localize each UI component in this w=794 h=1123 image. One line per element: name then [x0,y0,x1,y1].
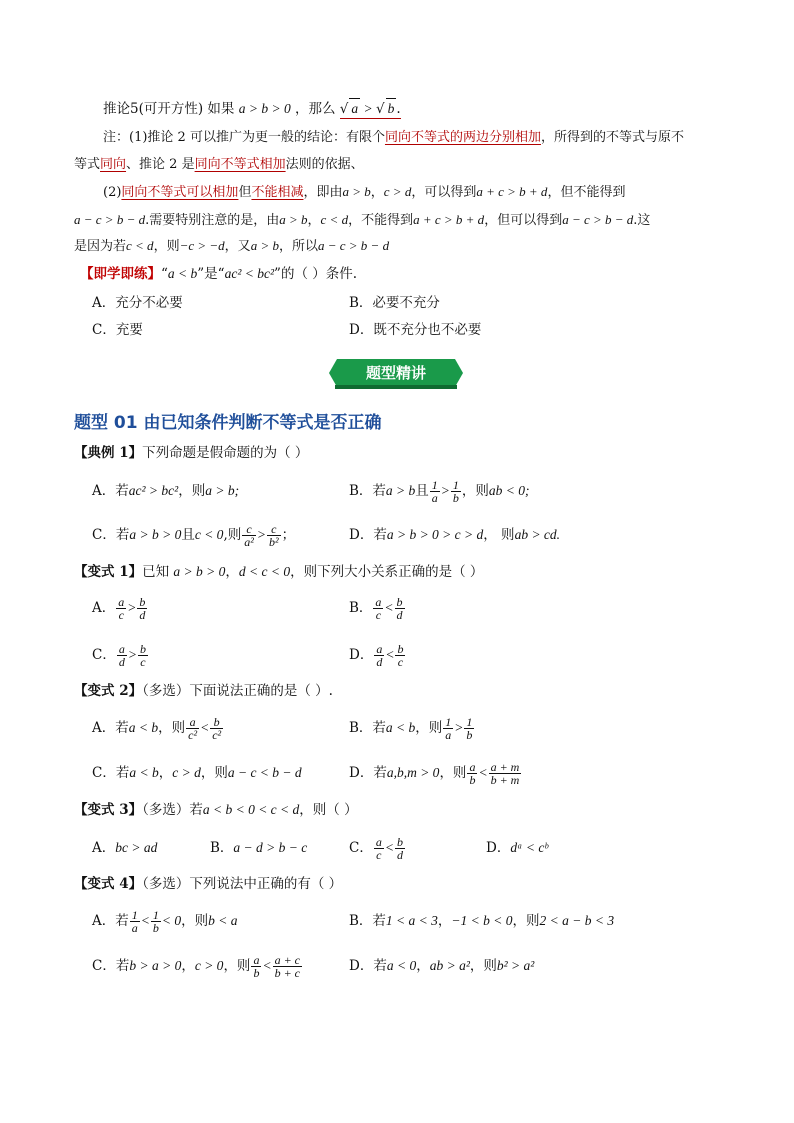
fraction [443,716,453,741]
opt-math: bc > ad [115,840,158,855]
note1-line2 [74,155,364,175]
frac-den: b² [268,535,279,549]
banner-label: 题型精讲 [365,364,426,382]
note2-math: a − c > b − d [317,238,390,253]
example1-option-d [349,525,560,545]
frac-den: a [431,491,438,505]
opt-text: B．若 [349,483,386,499]
variant4-option-d [349,956,534,976]
note1-red2: 同向 [100,157,127,172]
fraction [374,643,384,668]
frac-num: 1 [131,908,138,922]
note2-math: a + c > b + d [476,184,548,199]
frac-den: c [397,655,404,669]
frac-num: a [118,642,125,656]
note2-line3 [74,236,389,257]
opt-math: a < b [129,765,159,780]
opt-text: C． [92,647,116,663]
opt-text: ，则 [223,958,251,974]
sqrt-symbol-b: √ [376,101,385,117]
frac-num: b [396,835,403,849]
opt-text: ，则 [181,913,209,929]
stem-text: （多选）下列说法中正确的有（ ） [142,876,343,892]
variant1-option-c [92,637,149,673]
variant2-option-c [92,763,302,783]
note1-text5: 法则的依据、 [285,157,364,172]
frac-num: a [376,642,383,656]
opt-math: c > d [172,765,201,780]
opt-math: 2 < a − b < 3 [539,913,615,928]
stem-math: a > b > 0 [173,564,226,579]
fraction [451,479,461,504]
frac-num: b [139,595,146,609]
note2-math: a > b [250,238,279,253]
fraction [395,596,405,621]
fraction [186,716,199,741]
note2-text: .需要特别注意的是，由 [145,213,280,228]
frac-num: a [253,953,260,967]
note2-text: (2) [103,185,122,200]
stem-text: 已知 [142,564,174,580]
variant2-tag: 【变式 2】 [74,683,143,699]
opt-math: > [440,483,450,498]
practice-text: “ [161,266,168,282]
frac-den: a² [244,535,254,549]
variant2-option-b [349,710,475,746]
fraction [464,716,474,741]
opt-text: C．若 [92,765,130,781]
opt-math: b² > a² [496,958,535,973]
theorem5-lead: 推论5(可开方性) 如果 [103,101,235,117]
frac-num: b [210,716,223,729]
frac-den: a [445,728,452,742]
fraction [117,643,127,668]
frac-num: 1 [431,478,438,492]
note2-math: −c > −d [179,238,225,253]
frac-num: c [242,523,256,536]
note2-math: c > d [383,184,412,199]
example1-text: 下列命题是假命题的为（ ） [142,445,309,461]
note2-line2 [74,210,650,231]
frac-num: 1 [152,908,159,922]
frac-den: c [118,608,124,622]
frac-den: c [375,608,382,622]
opt-text: ， [181,958,195,974]
note2-text: ，所以 [278,239,318,254]
theorem5-conclusion [340,101,401,119]
opt-text: ， 则 [483,527,515,543]
opt-text: ，则 [439,765,467,781]
practice-math: a < b [167,266,198,281]
frac-den: a [131,921,138,935]
opt-text: A．若 [92,913,129,929]
practice-math: ac² < bc² [224,266,275,281]
opt-math: c < 0 [194,527,224,542]
frac-den: b [253,966,260,980]
note2-text: ，即由 [303,185,343,200]
opt-text: D．若 [349,765,387,781]
fraction [374,836,384,861]
variant2-option-a [92,710,224,746]
frac-num: a [118,595,125,609]
opt-math: a > b > 0 [129,527,182,542]
note2-math: a > b [279,212,308,227]
opt-text: ， [158,765,173,781]
variant3-stem [74,800,358,820]
opt-math: b > a > 0 [129,958,182,973]
opt-text: C．若 [92,527,130,543]
frac-num: a [375,595,382,609]
note1-red3: 同向不等式相加 [194,157,286,172]
fraction [373,596,383,621]
opt-text: A．若 [92,483,129,499]
fraction [395,836,405,861]
note2-text: ，不能得到 [348,213,414,228]
fraction [138,643,148,668]
theorem5-line [103,98,401,119]
note2-math: a > b [342,184,371,199]
opt-text: C．若 [92,958,130,974]
opt-text: B． [210,840,234,856]
opt-math: < [384,840,394,855]
fraction [273,954,302,979]
practice-option-c: C．充要 [92,322,143,338]
practice-text: ”的（ ）条件. [274,266,358,282]
frac-num: a + c [274,953,300,967]
opt-text: D．若 [349,527,387,543]
opt-math: 1 < a < 3 [385,913,438,928]
opt-math: b < a [208,913,238,928]
fraction [267,523,281,548]
note1-text4: 、推论 2 是 [126,157,195,172]
variant3-option-b [210,838,307,858]
opt-math: ab > cd. [514,527,561,542]
note2-red1: 同向不等式可以相加 [121,185,239,200]
note2-math: a − c > b − d [74,212,146,227]
opt-text: ，则 [158,720,186,736]
frac-num: a + m [490,760,520,774]
opt-math: > [127,647,137,662]
theorem5-condition: a > b > 0 [238,101,291,116]
variant4-option-a [92,903,238,939]
note2-text: ，但不能得到 [547,185,626,200]
fraction [489,761,522,786]
opt-math: ac² > bc² [128,483,179,498]
opt-text: ， [416,958,430,974]
frac-den: b [466,728,473,742]
variant3-option-d [486,838,548,858]
opt-math: < [140,913,150,928]
opt-text: A．若 [92,720,129,736]
opt-math: > [454,720,464,735]
variant4-tag: 【变式 4】 [74,876,143,892]
fraction [151,909,161,934]
frac-num: c [267,523,281,536]
frac-den: b [469,773,476,787]
frac-num: b [397,642,404,656]
sqrt-b: b [386,98,397,119]
frac-num: 1 [466,715,473,729]
note2-text: ，可以得到 [411,185,477,200]
frac-den: d [139,608,146,622]
fraction [116,596,126,621]
opt-math: > [127,600,137,615]
theorem5-then: ，那么 [295,101,336,117]
opt-math: < 0 [161,913,182,928]
fraction [395,643,405,668]
frac-den: c [140,655,146,669]
opt-math: a < b [385,720,416,735]
stem-text: （多选）下面说法正确的是（ ）. [142,683,333,699]
practice-option-d: D．既不充分也不必要 [349,322,482,338]
fraction [130,909,140,934]
opt-text: ， [437,913,452,929]
note1-text3: 等式 [74,157,101,172]
note2-text: .这 [633,213,651,228]
opt-math: a > b; [205,483,240,498]
opt-text: A． [92,840,116,856]
example1-option-c [92,517,295,553]
opt-text: 且 [181,527,195,543]
opt-text: ，则 [415,720,443,736]
opt-math: < [200,720,210,735]
note2-math: c < d [126,238,154,253]
opt-math: a,b,m > 0 [386,765,440,780]
variant4-option-c [92,948,303,984]
fraction [430,479,440,504]
note2-text: ， [370,185,384,200]
stem-text: ，则（ ） [299,802,358,818]
opt-text: ； [281,527,296,543]
frac-num: 1 [452,478,459,492]
variant3-option-c [349,830,406,866]
note2-line1 [103,182,625,203]
opt-text: ，则 [512,913,540,929]
opt-text: B．若 [349,720,386,736]
practice-option-a: A．充分不必要 [92,295,183,311]
variant1-tag: 【变式 1】 [74,564,143,580]
opt-math: dᵃ < cᵇ [510,840,548,855]
note1-text: 注：(1)推论 2 可以推广为更一般的结论：有限个 [103,130,385,145]
opt-text: ,则 [223,527,242,543]
frac-den: c [376,848,382,862]
sqrt-a: a [349,98,360,119]
section-title: 题型 01 由已知条件判断不等式是否正确 [74,413,382,433]
practice-question [80,264,357,284]
example1-tag: 【典例 1】 [74,445,143,461]
frac-den: b [152,921,159,935]
variant1-stem [74,562,483,582]
opt-text: ，则 [200,765,228,781]
opt-math: > [256,527,266,542]
variant3-option-a [92,838,157,858]
variant2-stem [74,681,333,701]
note2-text: ， [307,213,321,228]
practice-tag: 【即学即练】 [80,266,161,282]
example1-option-b [349,473,530,509]
practice-option-b: B．必要不充分 [349,295,440,311]
stem-math: d < c < 0 [238,564,291,579]
opt-text: B． [349,600,373,616]
frac-den: b + c [274,966,300,980]
frac-num: a [469,760,476,774]
opt-math: ab > a² [429,958,470,973]
frac-den: c² [212,728,222,742]
opt-text: A． [92,600,116,616]
opt-text: D． [486,840,511,856]
note1-line1 [103,128,684,148]
frac-den: c² [188,728,198,742]
opt-math: ab < 0; [488,483,530,498]
opt-math: a > b > 0 > c > d [386,527,484,542]
opt-text: D． [349,647,374,663]
note2-math: a − c > b − d [562,212,634,227]
opt-text: ，则 [469,958,497,974]
note2-math: a + c > b + d [413,212,485,227]
frac-den: b [452,491,459,505]
stem-text: ，则下列大小关系正确的是（ ） [290,564,484,580]
variant2-option-d [349,755,522,791]
sqrt-symbol-a: √ [339,101,349,117]
section-banner [329,356,463,390]
frac-den: b + m [490,773,520,787]
opt-math: < [384,600,394,615]
frac-num: b [139,642,146,656]
variant4-option-b [349,911,614,931]
variant3-tag: 【变式 3】 [74,802,143,818]
frac-den: d [396,848,403,862]
frac-den: d [396,608,403,622]
variant1-option-b [349,590,406,626]
note2-text: 但 [238,185,252,200]
stem-text: ， [225,564,239,580]
opt-text: ，则 [461,483,489,499]
opt-math: a < 0 [386,958,417,973]
fraction [137,596,147,621]
opt-text: 且 [415,483,429,499]
opt-math: < [385,647,395,662]
note2-math: c < d [320,212,349,227]
practice-text: ”是“ [197,266,225,282]
opt-text: D．若 [349,958,387,974]
opt-math: < [262,958,272,973]
opt-math: −1 < b < 0 [451,913,513,928]
frac-num: 1 [445,715,452,729]
opt-math: a − d > b − c [233,840,308,855]
variant4-stem [74,874,342,894]
fraction [251,954,261,979]
opt-math: a − c < b − d [227,765,302,780]
theorem5-end: . [396,101,401,117]
fraction [467,761,477,786]
note1-red1: 同向不等式的两边分别相加 [384,130,541,145]
note2-text: 是因为若 [74,239,127,254]
frac-den: d [118,655,125,669]
example1-stem [74,443,308,463]
theorem5-gt: > [360,101,377,116]
note2-red2: 不能相减 [251,185,304,200]
opt-text: ，则 [178,483,206,499]
opt-math: a > b [385,483,416,498]
opt-math: a < b [128,720,159,735]
frac-num: a [186,716,199,729]
frac-den: d [376,655,383,669]
frac-num: b [396,595,403,609]
frac-num: a [375,835,382,849]
opt-text: B．若 [349,913,386,929]
note2-text: ，又 [224,239,251,254]
note2-text: ，但可以得到 [484,213,563,228]
fraction [242,523,256,548]
example1-option-a [92,481,239,501]
stem-text: （多选）若 [142,802,203,818]
fraction [210,716,223,741]
note2-text: ，则 [153,239,180,254]
opt-math: c > 0 [194,958,224,973]
note1-text2: ，所得到的不等式与原不 [540,130,684,145]
opt-math: < [478,765,488,780]
opt-text: C． [349,840,373,856]
variant1-option-d [349,637,406,673]
variant1-option-a [92,590,148,626]
stem-math: a < b < 0 < c < d [202,802,300,817]
